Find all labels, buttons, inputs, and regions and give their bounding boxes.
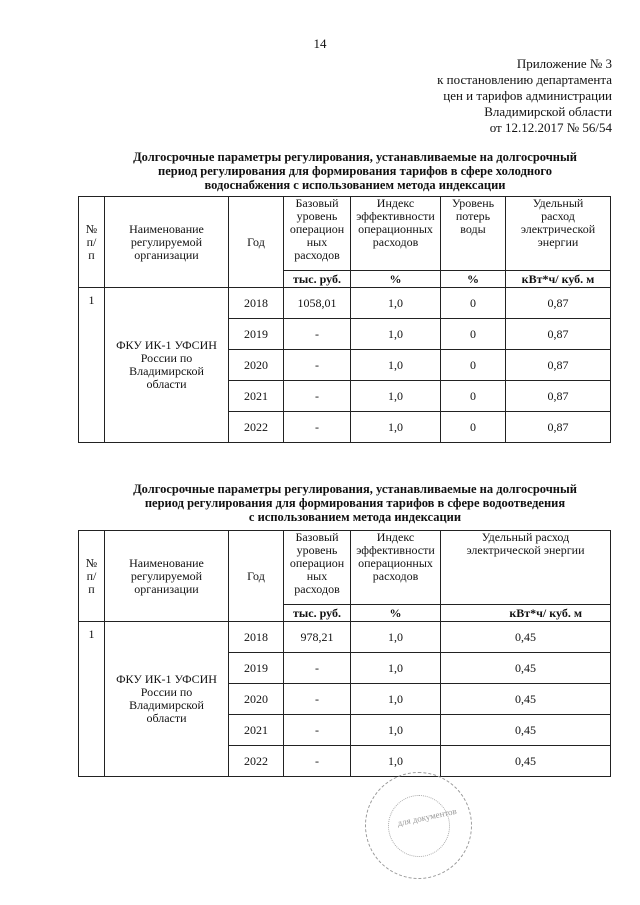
cell-base: 1058,01	[284, 288, 351, 319]
cell-year: 2018	[229, 622, 284, 653]
cell-index: 1,0	[351, 746, 441, 777]
cell-year: 2022	[229, 412, 284, 443]
org-name: ФКУ ИК-1 УФСИН России по Владимирской области	[105, 288, 229, 443]
cell-year: 2019	[229, 319, 284, 350]
header-org: Наименование регулируемой организации	[105, 531, 229, 622]
unit-loss: %	[441, 271, 506, 288]
cell-loss: 0	[441, 319, 506, 350]
cell-index: 1,0	[351, 653, 441, 684]
cell-year: 2019	[229, 653, 284, 684]
cell-spec: 0,87	[506, 412, 611, 443]
cell-base: -	[284, 653, 351, 684]
cell-base: -	[284, 684, 351, 715]
cell-year: 2021	[229, 715, 284, 746]
row-number: 1	[79, 622, 105, 777]
unit-spec: кВт*ч/ куб. м	[506, 271, 611, 288]
cell-base: -	[284, 715, 351, 746]
cell-base: -	[284, 350, 351, 381]
appendix-block	[437, 56, 612, 136]
header-org: Наименование регулируемой организации	[105, 197, 229, 288]
org-name: ФКУ ИК-1 УФСИН России по Владимирской области	[105, 622, 229, 777]
cell-spec: 0,87	[506, 381, 611, 412]
title-line: Долгосрочные параметры регулирования, устанавливаемые на долгосрочный	[133, 150, 577, 164]
cell-base: -	[284, 746, 351, 777]
title-line: с использованием метода индексации	[248, 510, 462, 524]
cell-loss: 0	[441, 412, 506, 443]
water-supply-table	[78, 196, 611, 443]
appendix-line: от 12.12.2017 № 56/54	[489, 120, 612, 135]
page-number: 14	[313, 36, 327, 51]
appendix-line: цен и тарифов администрации	[443, 88, 612, 103]
header-year: Год	[229, 197, 284, 288]
cell-spec: 0,87	[506, 288, 611, 319]
table-row	[79, 622, 611, 653]
cell-year: 2020	[229, 350, 284, 381]
title-line: Долгосрочные параметры регулирования, устанавливаемые на долгосрочный	[133, 482, 577, 496]
cell-base: 978,21	[284, 622, 351, 653]
header-num: № п/ п	[79, 531, 105, 622]
header-index: Индекс эффективности операционных расходов	[351, 197, 441, 271]
header-year: Год	[229, 531, 284, 622]
cell-spec: 0,45	[441, 622, 611, 653]
cell-loss: 0	[441, 288, 506, 319]
cell-spec: 0,45	[441, 684, 611, 715]
header-base: Базовый уровень операцион ных расходов	[284, 531, 351, 605]
appendix-line: Владимирской области	[484, 104, 612, 119]
cell-loss: 0	[441, 381, 506, 412]
cell-spec: 0,45	[441, 746, 611, 777]
cell-index: 1,0	[351, 622, 441, 653]
seal-text: для документов	[396, 805, 458, 829]
appendix-line: Приложение № 3	[516, 56, 612, 71]
cell-base: -	[284, 319, 351, 350]
title-line: водоснабжения с использованием метода индексации	[204, 178, 506, 192]
cell-year: 2022	[229, 746, 284, 777]
cell-index: 1,0	[351, 684, 441, 715]
header-index: Индекс эффективности операционных расходов	[351, 531, 441, 605]
title-line: период регулирования для формирования тарифов в сфере водоотведения	[144, 496, 566, 510]
unit-index: %	[351, 271, 441, 288]
cell-year: 2021	[229, 381, 284, 412]
header-loss: Уровень потерь воды	[441, 197, 506, 271]
cell-loss: 0	[441, 350, 506, 381]
header-base: Базовый уровень операцион ных расходов	[284, 197, 351, 271]
header-spec: Удельный расход электрической энергии	[506, 197, 611, 271]
title-line: период регулирования для формирования тарифов в сфере холодного	[158, 164, 552, 178]
appendix-line: к постановлению департамента	[437, 72, 612, 87]
cell-year: 2020	[229, 684, 284, 715]
cell-index: 1,0	[351, 288, 441, 319]
cell-spec: 0,87	[506, 350, 611, 381]
cell-spec: 0,45	[441, 715, 611, 746]
header-num: № п/ п	[79, 197, 105, 288]
cell-index: 1,0	[351, 412, 441, 443]
cell-base: -	[284, 412, 351, 443]
unit-base: тыс. руб.	[284, 271, 351, 288]
table-row	[79, 288, 611, 319]
wastewater-table	[78, 530, 611, 777]
unit-base: тыс. руб.	[284, 605, 351, 622]
cell-index: 1,0	[351, 715, 441, 746]
cell-spec: 0,45	[441, 653, 611, 684]
unit-spec: кВт*ч/ куб. м	[441, 605, 611, 622]
cell-spec: 0,87	[506, 319, 611, 350]
cell-index: 1,0	[351, 350, 441, 381]
table1-title	[120, 150, 590, 192]
table2-title	[120, 482, 590, 524]
cell-index: 1,0	[351, 381, 441, 412]
row-number: 1	[79, 288, 105, 443]
cell-index: 1,0	[351, 319, 441, 350]
unit-index: %	[351, 605, 441, 622]
cell-year: 2018	[229, 288, 284, 319]
cell-base: -	[284, 381, 351, 412]
header-spec: Удельный расход электрической энергии	[441, 531, 611, 605]
